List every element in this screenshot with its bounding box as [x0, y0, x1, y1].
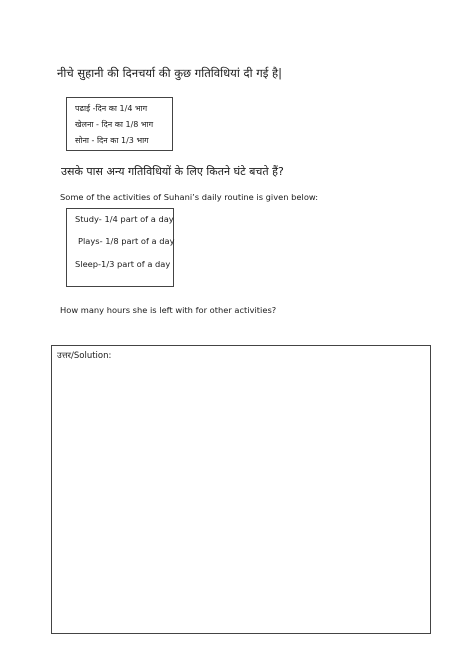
hindi-question: उसके पास अन्य गतिविधियों के लिए कितने घंटे बचते हैं?	[61, 165, 284, 178]
hindi-title: नीचे सुहानी की दिनचर्या की कुछ गतिविधियां दी गई है|	[57, 66, 282, 80]
english-activity-play: Plays- 1/8 part of a day	[78, 236, 175, 246]
english-intro: Some of the activities of Suhani’s daily routine is given below:	[60, 192, 319, 202]
solution-box[interactable]	[51, 345, 431, 634]
english-activities-box	[66, 208, 174, 287]
hindi-activity-study: पढाई -दिन का 1/4 भाग	[75, 104, 148, 113]
english-activity-sleep: Sleep-1/3 part of a day	[75, 259, 171, 269]
hindi-activity-sleep: सोना - दिन का 1/3 भाग	[75, 136, 149, 145]
hindi-activities-box	[66, 97, 173, 151]
english-activity-study: Study- 1/4 part of a day	[75, 214, 174, 224]
solution-label: उत्तर/Solution:	[57, 351, 112, 361]
english-question: How many hours she is left with for other activities?	[60, 305, 277, 315]
hindi-activity-play: खेलना - दिन का 1/8 भाग	[75, 120, 154, 129]
